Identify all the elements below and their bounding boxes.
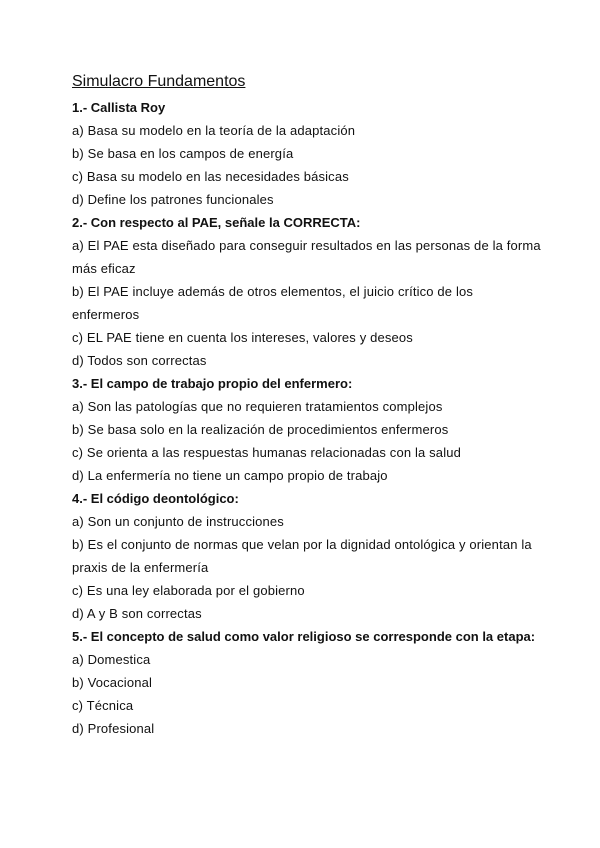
option-d: d) La enfermería no tiene un campo propio de trabajo bbox=[72, 468, 388, 483]
option-b: b) Se basa solo en la realización de procedimientos enfermeros bbox=[72, 422, 449, 437]
option-d: d) A y B son correctas bbox=[72, 606, 202, 621]
question-2 bbox=[72, 211, 542, 372]
document-title: Simulacro Fundamentos bbox=[72, 73, 246, 90]
option-a: a) Basa su modelo en la teoría de la adaptación bbox=[72, 123, 356, 138]
question-text: 1.- Callista Roy bbox=[72, 100, 166, 115]
option-c: c) Basa su modelo en las necesidades básicas bbox=[72, 169, 349, 184]
option-c: c) EL PAE tiene en cuenta los intereses, valores y deseos bbox=[72, 330, 413, 345]
option-a: a) Son las patologías que no requieren tratamientos complejos bbox=[72, 399, 443, 414]
option-c: c) Técnica bbox=[72, 698, 134, 713]
question-text: 2.- Con respecto al PAE, señale la CORRECTA: bbox=[72, 215, 361, 230]
document-content bbox=[72, 70, 542, 740]
option-d: d) Profesional bbox=[72, 721, 155, 736]
option-c: c) Se orienta a las respuestas humanas relacionadas con la salud bbox=[72, 445, 461, 460]
question-text: 5.- El concepto de salud como valor religioso se corresponde con la etapa: bbox=[72, 629, 536, 644]
option-b: b) El PAE incluye además de otros elementos, el juicio crítico de los enfermeros bbox=[72, 284, 474, 322]
option-d: d) Define los patrones funcionales bbox=[72, 192, 274, 207]
option-a: a) Domestica bbox=[72, 652, 151, 667]
question-text: 3.- El campo de trabajo propio del enfermero: bbox=[72, 376, 353, 391]
option-a: a) El PAE esta diseñado para conseguir resultados en las personas de la forma más eficaz bbox=[72, 238, 541, 276]
question-3 bbox=[72, 372, 542, 487]
option-d: d) Todos son correctas bbox=[72, 353, 207, 368]
question-text: 4.- El código deontológico: bbox=[72, 491, 239, 506]
option-b: b) Se basa en los campos de energía bbox=[72, 146, 294, 161]
option-b: b) Es el conjunto de normas que velan por la dignidad ontológica y orientan la praxis de la enfermería bbox=[72, 537, 532, 575]
option-a: a) Son un conjunto de instrucciones bbox=[72, 514, 284, 529]
option-c: c) Es una ley elaborada por el gobierno bbox=[72, 583, 305, 598]
question-1 bbox=[72, 96, 542, 211]
question-4 bbox=[72, 487, 542, 625]
question-5 bbox=[72, 625, 542, 740]
option-b: b) Vocacional bbox=[72, 675, 153, 690]
